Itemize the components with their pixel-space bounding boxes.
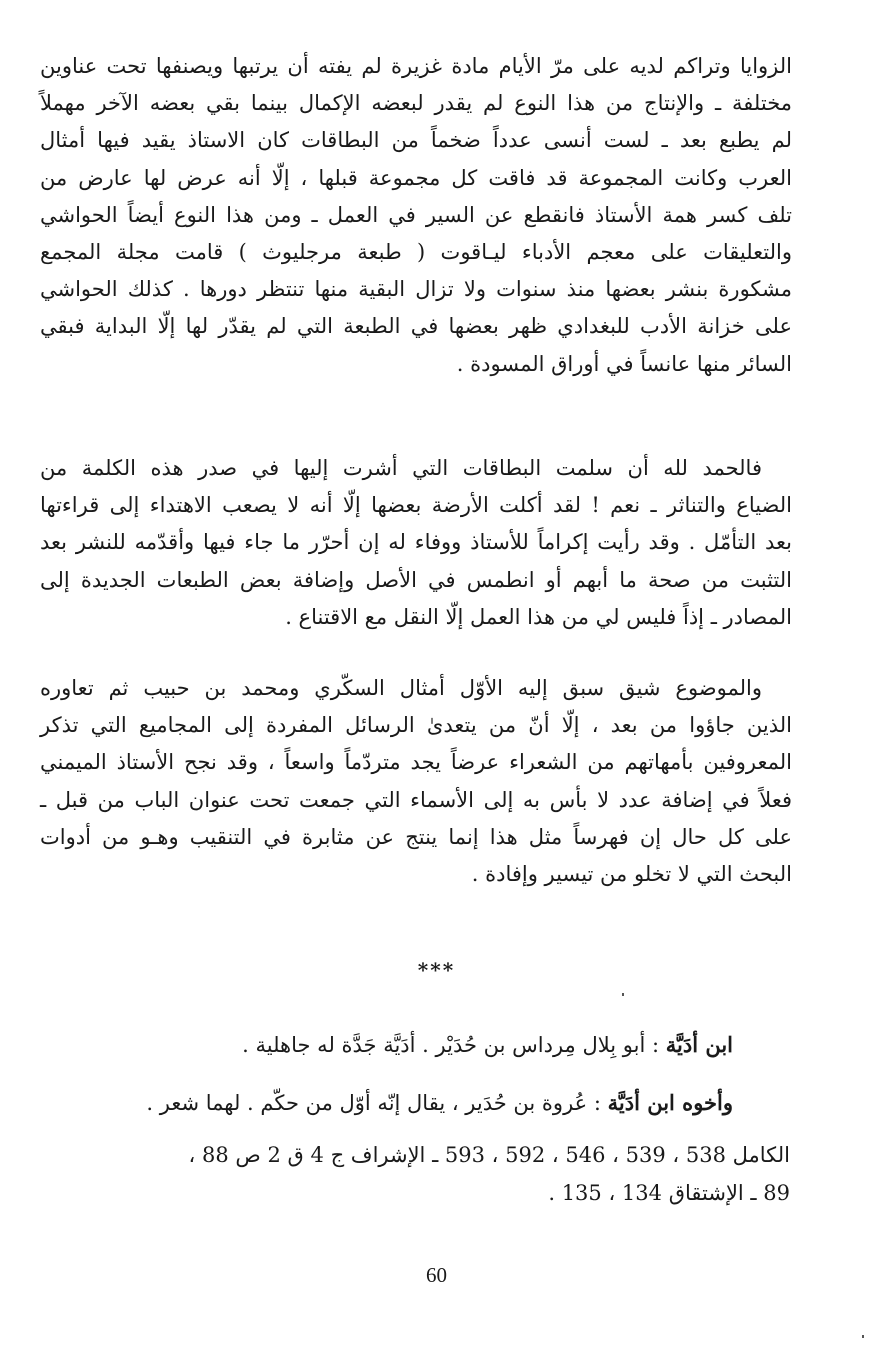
paragraph-line: الضياع والتناثر ـ نعم ! لقد أكلت الأرضة بعضها إلّا أنه لا يصعب الاهتداء إلى قراءتها: [40, 493, 792, 518]
paragraph-line: بعد التأمّل . وقد رأيت إكراماً للأستاذ ووفاء له إن أحرّر ما جاء فيها وأقدّمه للنشر بعد: [40, 530, 792, 555]
reference-line: 89 ـ الإشتقاق 134 ، 135 .: [548, 1181, 790, 1205]
paragraph-line: فالحمد لله أن سلمت البطاقات التي أشرت إليها في صدر هذه الكلمة من: [40, 456, 762, 480]
scan-speck: [622, 993, 624, 996]
paragraph-2: [40, 450, 792, 636]
paragraph-line: مشكورة بنشر بعضها منذ سنوات ولا تزال البقية منها تنتظر دورها . كذلك الحواشي: [40, 277, 792, 302]
paragraph-line: البحث التي لا تخلو من تيسير وإفادة .: [471, 862, 792, 887]
entry-head: ابن أدَيَّة: [665, 1032, 733, 1057]
entry-head: وأخوه ابن أدَيَّة: [607, 1090, 733, 1115]
page-number: 60: [426, 1263, 447, 1287]
paragraph-line: الذين جاؤوا من بعد ، إلّا أنّ من يتعدىٰ الرسائل المفردة إلى المجاميع التي تذكر: [40, 713, 792, 738]
paragraph-1: [40, 48, 792, 383]
paragraph-line: المصادر ـ إذاً فليس لي من هذا العمل إلّا النقل مع الاقتناع .: [285, 604, 792, 629]
paragraph-line: التثبت من صحة ما أبهم أو انطمس في الأصل وإضافة بعض الطبعات الجديدة إلى: [40, 567, 792, 592]
reference-line: الكامل 538 ، 539 ، 546 ، 592 ، 593 ـ الإشراف ج 4 ق 2 ص 88 ،: [188, 1143, 790, 1167]
paragraph-line: على خزانة الأدب للبغدادي ظهر بعضها في الطبعة التي لم يقدّر لها إلّا البداية فبقي: [40, 314, 792, 339]
paragraph-3: [40, 670, 792, 893]
references: [40, 1136, 790, 1212]
paragraph-line: المعروفين بأمهاتهم من الشعراء عرضاً يجد متردّماً واسعاً ، وقد نجح الأستاذ الميمني: [40, 750, 792, 775]
paragraph-line: والتعليقات على معجم الأدباء ليـاقوت ( طبعة مرجليوث ) قامت مجلة المجمع: [40, 240, 792, 265]
paragraph-line: فعلاً في إضافة عدد لا بأس به إلى الأسماء التي جمعت تحت عنوان الباب من قبل ـ: [40, 787, 792, 812]
paragraph-line: العرب وكانت المجموعة قد فاقت كل مجموعة قبلها ، إلّا أنه عرض لها عارض من: [40, 165, 792, 190]
entry-ibn-adayya: [242, 1030, 733, 1060]
paragraph-line: مختلفة ـ والإنتاج من هذا النوع لم يقدر لبعضه الإكمال بينما بقي بعضه الآخر مهملاً: [40, 91, 792, 116]
paragraph-line: والموضوع شيق سبق إليه الأوّل أمثال السكّري ومحمد بن حبيب ثم تعاوره: [40, 676, 762, 700]
paragraph-line: على كل حال إن فهرساً مثل هذا إنما ينتج عن مثابرة في التنقيب وهـو من أدوات: [40, 824, 792, 849]
entry-brother-ibn-adayya: [146, 1088, 733, 1118]
scan-speck: [862, 1335, 864, 1338]
paragraph-line: تلف كسر همة الأستاذ فانقطع عن السير في العمل ـ ومن هذا النوع أيضاً الحواشي: [40, 202, 792, 227]
paragraph-line: الزوايا وتراكم لديه على مرّ الأيام مادة غزيرة لم يفته أن يرتبها ويصنفها تحت عناوين: [40, 54, 792, 78]
paragraph-line: السائر منها عانساً في أوراق المسودة .: [456, 351, 792, 376]
entry-text: : عُروة بن حُدَير ، يقال إنّه أوّل من حكّم . لهما شعر .: [146, 1091, 608, 1115]
paragraph-line: لم يطبع بعد ـ لست أنسى عدداً ضخماً من البطاقات كان الاستاذ يقيد فيها أمثال: [40, 128, 792, 153]
section-separator: ***: [417, 958, 456, 982]
entry-text: : أبو بِلال مِرداس بن حُدَيْر . أدَيَّة جَدَّة له جاهلية .: [242, 1033, 666, 1057]
